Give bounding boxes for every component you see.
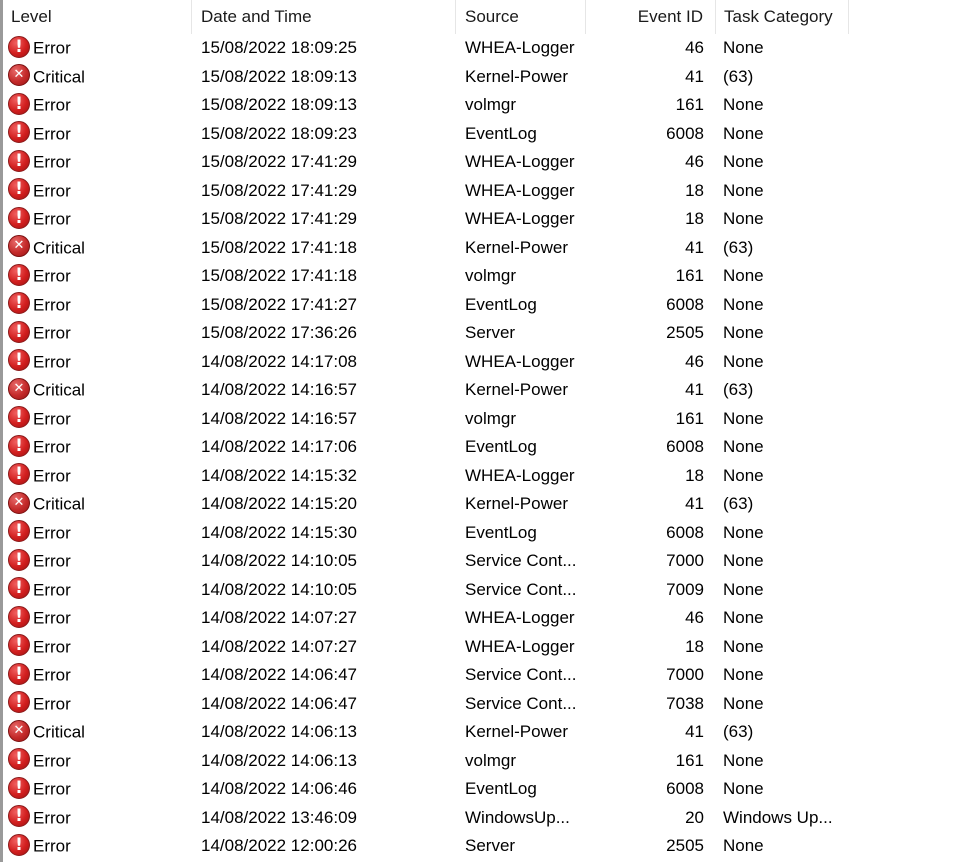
error-icon [8,264,30,286]
date-time-cell: 15/08/2022 18:09:23 [201,123,357,143]
date-time-cell: 14/08/2022 14:15:32 [201,465,357,485]
table-row[interactable] [3,462,969,491]
column-header [3,0,969,34]
level-cell [8,718,192,747]
table-row[interactable] [3,747,969,776]
level-text: Error [33,437,71,457]
table-row[interactable] [3,519,969,548]
date-time-cell: 14/08/2022 14:07:27 [201,636,357,656]
level-text: Error [33,522,71,542]
error-icon [8,663,30,685]
date-time-cell: 14/08/2022 14:10:05 [201,551,357,570]
critical-icon [8,64,30,86]
event-id-cell: 41 [685,66,704,86]
level-text: Error [33,750,71,770]
date-time-cell: 14/08/2022 14:15:20 [201,494,357,513]
error-icon [8,292,30,314]
level-cell [8,205,192,234]
task-category-cell: (63) [723,66,754,86]
level-text: Critical [33,66,85,86]
table-row[interactable] [3,34,969,63]
source-cell: Service Cont... [465,579,577,599]
task-category-cell: None [723,323,764,342]
task-category-cell: None [723,836,764,855]
task-category-cell: None [723,465,764,485]
error-icon [8,321,30,343]
table-row[interactable] [3,120,969,149]
source-cell: Service Cont... [465,693,577,713]
error-icon [8,435,30,457]
source-cell: Kernel-Power [465,494,568,513]
level-text: Error [33,836,71,856]
error-icon [8,549,30,571]
error-icon [8,577,30,599]
task-category-cell: None [723,779,764,798]
task-category-cell: None [723,38,764,57]
error-icon [8,178,30,200]
level-text: Error [33,152,71,172]
error-icon [8,93,30,115]
task-category-cell: None [723,266,764,285]
event-list [3,34,969,861]
level-cell [8,519,192,548]
table-row[interactable] [3,804,969,833]
date-time-cell: 14/08/2022 13:46:09 [201,807,357,827]
task-category-cell: None [723,522,764,542]
level-cell [8,633,192,662]
level-text: Error [33,294,71,314]
level-text: Error [33,608,71,628]
table-row[interactable] [3,63,969,92]
column-header-date-time[interactable]: Date and Time [192,0,456,34]
date-time-cell: 15/08/2022 17:36:26 [201,323,357,342]
table-row[interactable] [3,148,969,177]
task-category-cell: None [723,95,764,114]
source-cell: volmgr [465,408,517,428]
level-cell [8,63,192,92]
table-row[interactable] [3,291,969,320]
source-cell: WHEA-Logger [465,38,575,57]
table-row[interactable] [3,376,969,405]
error-icon [8,520,30,542]
level-text: Error [33,636,71,656]
level-cell [8,34,192,63]
level-text: Critical [33,722,85,742]
table-row[interactable] [3,177,969,206]
level-cell [8,234,192,263]
table-row[interactable] [3,832,969,861]
critical-icon [8,492,30,514]
table-row[interactable] [3,718,969,747]
task-category-cell: None [723,408,764,428]
level-cell [8,490,192,519]
event-id-cell: 2505 [666,323,704,342]
task-category-cell: None [723,123,764,143]
table-row[interactable] [3,690,969,719]
date-time-cell: 15/08/2022 17:41:29 [201,209,357,228]
source-cell: Kernel-Power [465,380,568,399]
level-cell [8,832,192,861]
task-category-cell: None [723,579,764,599]
column-header-event-id[interactable]: Event ID [586,0,716,34]
table-row[interactable] [3,405,969,434]
level-text: Error [33,209,71,229]
level-text: Error [33,408,71,428]
level-cell [8,91,192,120]
date-time-cell: 14/08/2022 14:17:08 [201,351,357,371]
error-icon [8,748,30,770]
task-category-cell: None [723,437,764,456]
task-category-cell: None [723,693,764,713]
event-id-cell: 7000 [666,551,704,570]
event-id-cell: 46 [685,152,704,171]
level-text: Error [33,266,71,286]
level-text: Error [33,807,71,827]
level-cell [8,747,192,776]
level-text: Error [33,351,71,371]
source-cell: Service Cont... [465,665,577,684]
event-id-cell: 46 [685,38,704,57]
level-cell [8,319,192,348]
level-cell [8,462,192,491]
date-time-cell: 15/08/2022 18:09:25 [201,38,357,57]
level-cell [8,690,192,719]
date-time-cell: 14/08/2022 14:16:57 [201,380,357,399]
date-time-cell: 15/08/2022 17:41:18 [201,266,357,285]
date-time-cell: 15/08/2022 18:09:13 [201,66,357,86]
error-icon [8,121,30,143]
date-time-cell: 14/08/2022 14:17:06 [201,437,357,456]
source-cell: WHEA-Logger [465,465,575,485]
critical-icon [8,378,30,400]
table-row[interactable] [3,262,969,291]
error-icon [8,634,30,656]
event-id-cell: 7038 [666,693,704,713]
level-text: Error [33,665,71,685]
date-time-cell: 14/08/2022 14:06:47 [201,665,357,684]
source-cell: EventLog [465,294,537,314]
event-id-cell: 6008 [666,437,704,456]
task-category-cell: None [723,152,764,171]
task-category-cell: (63) [723,380,754,399]
date-time-cell: 14/08/2022 14:06:46 [201,779,357,798]
level-cell [8,804,192,833]
level-cell [8,547,192,576]
date-time-cell: 14/08/2022 14:15:30 [201,522,357,542]
error-icon [8,36,30,58]
column-header-task-category[interactable]: Task Category [716,0,849,34]
event-id-cell: 6008 [666,779,704,798]
source-cell: EventLog [465,779,537,798]
level-text: Critical [33,237,85,257]
task-category-cell: None [723,209,764,228]
event-id-cell: 7009 [666,579,704,599]
table-row[interactable] [3,91,969,120]
level-text: Error [33,579,71,599]
error-icon [8,834,30,856]
critical-icon [8,235,30,257]
source-cell: volmgr [465,750,517,770]
task-category-cell: (63) [723,237,754,257]
level-cell [8,177,192,206]
source-cell: EventLog [465,522,537,542]
event-id-cell: 18 [685,209,704,228]
level-cell [8,291,192,320]
level-text: Error [33,693,71,713]
source-cell: EventLog [465,437,537,456]
level-text: Error [33,95,71,115]
event-id-cell: 6008 [666,294,704,314]
level-text: Error [33,465,71,485]
table-row[interactable] [3,604,969,633]
task-category-cell: None [723,294,764,314]
event-id-cell: 161 [675,408,704,428]
event-id-cell: 20 [685,807,704,827]
event-id-cell: 41 [685,380,704,399]
event-id-cell: 41 [685,722,704,741]
task-category-cell: None [723,636,764,656]
error-icon [8,349,30,371]
source-cell: Server [465,323,516,342]
table-row[interactable] [3,633,969,662]
level-text: Error [33,779,71,799]
date-time-cell: 14/08/2022 14:06:13 [201,722,357,741]
date-time-cell: 15/08/2022 17:41:27 [201,294,357,314]
error-icon [8,406,30,428]
level-cell [8,262,192,291]
task-category-cell: None [723,180,764,200]
event-id-cell: 161 [675,95,704,114]
level-text: Critical [33,494,85,514]
level-cell [8,376,192,405]
level-text: Error [33,551,71,571]
source-cell: WindowsUp... [465,807,570,827]
source-cell: WHEA-Logger [465,152,575,171]
source-cell: WHEA-Logger [465,608,575,627]
table-row[interactable] [3,319,969,348]
table-row[interactable] [3,490,969,519]
source-cell: Server [465,836,516,855]
event-id-cell: 18 [685,180,704,200]
source-cell: WHEA-Logger [465,351,575,371]
date-time-cell: 15/08/2022 17:41:18 [201,237,357,257]
task-category-cell: (63) [723,722,754,741]
table-row[interactable] [3,234,969,263]
source-cell: Kernel-Power [465,722,568,741]
source-cell: EventLog [465,123,537,143]
date-time-cell: 14/08/2022 14:06:13 [201,750,357,770]
source-cell: Service Cont... [465,551,577,570]
level-text: Error [33,180,71,200]
date-time-cell: 14/08/2022 14:16:57 [201,408,357,428]
event-id-cell: 41 [685,237,704,257]
level-cell [8,661,192,690]
date-time-cell: 14/08/2022 14:10:05 [201,579,357,599]
table-row[interactable] [3,661,969,690]
level-cell [8,433,192,462]
task-category-cell: None [723,750,764,770]
task-category-cell: None [723,351,764,371]
task-category-cell: None [723,551,764,570]
event-id-cell: 161 [675,266,704,285]
event-id-cell: 41 [685,494,704,513]
level-cell [8,604,192,633]
date-time-cell: 15/08/2022 17:41:29 [201,152,357,171]
level-cell [8,405,192,434]
table-row[interactable] [3,433,969,462]
event-id-cell: 46 [685,608,704,627]
level-text: Error [33,323,71,343]
table-row[interactable] [3,205,969,234]
source-cell: Kernel-Power [465,66,568,86]
source-cell: Kernel-Power [465,237,568,257]
event-id-cell: 18 [685,465,704,485]
task-category-cell: Windows Up... [723,807,833,827]
table-row[interactable] [3,348,969,377]
source-cell: volmgr [465,95,517,114]
date-time-cell: 14/08/2022 14:06:47 [201,693,357,713]
column-header-level[interactable]: Level [3,0,192,34]
error-icon [8,691,30,713]
source-cell: WHEA-Logger [465,636,575,656]
task-category-cell: None [723,665,764,684]
event-id-cell: 18 [685,636,704,656]
source-cell: volmgr [465,266,517,285]
event-id-cell: 2505 [666,836,704,855]
column-header-source[interactable]: Source [456,0,586,34]
level-text: Critical [33,380,85,400]
date-time-cell: 14/08/2022 14:07:27 [201,608,357,627]
event-id-cell: 6008 [666,123,704,143]
table-row[interactable] [3,576,969,605]
table-row[interactable] [3,547,969,576]
date-time-cell: 15/08/2022 18:09:13 [201,95,357,114]
error-icon [8,207,30,229]
task-category-cell: (63) [723,494,754,513]
event-id-cell: 161 [675,750,704,770]
error-icon [8,777,30,799]
error-icon [8,606,30,628]
date-time-cell: 15/08/2022 17:41:29 [201,180,357,200]
level-cell [8,120,192,149]
level-cell [8,348,192,377]
level-cell [8,148,192,177]
source-cell: WHEA-Logger [465,209,575,228]
table-row[interactable] [3,775,969,804]
level-cell [8,576,192,605]
task-category-cell: None [723,608,764,627]
level-text: Error [33,123,71,143]
error-icon [8,805,30,827]
level-cell [8,775,192,804]
source-cell: WHEA-Logger [465,180,575,200]
event-id-cell: 46 [685,351,704,371]
error-icon [8,150,30,172]
date-time-cell: 14/08/2022 12:00:26 [201,836,357,855]
error-icon [8,463,30,485]
event-id-cell: 6008 [666,522,704,542]
event-id-cell: 7000 [666,665,704,684]
level-text: Error [33,38,71,58]
critical-icon [8,720,30,742]
